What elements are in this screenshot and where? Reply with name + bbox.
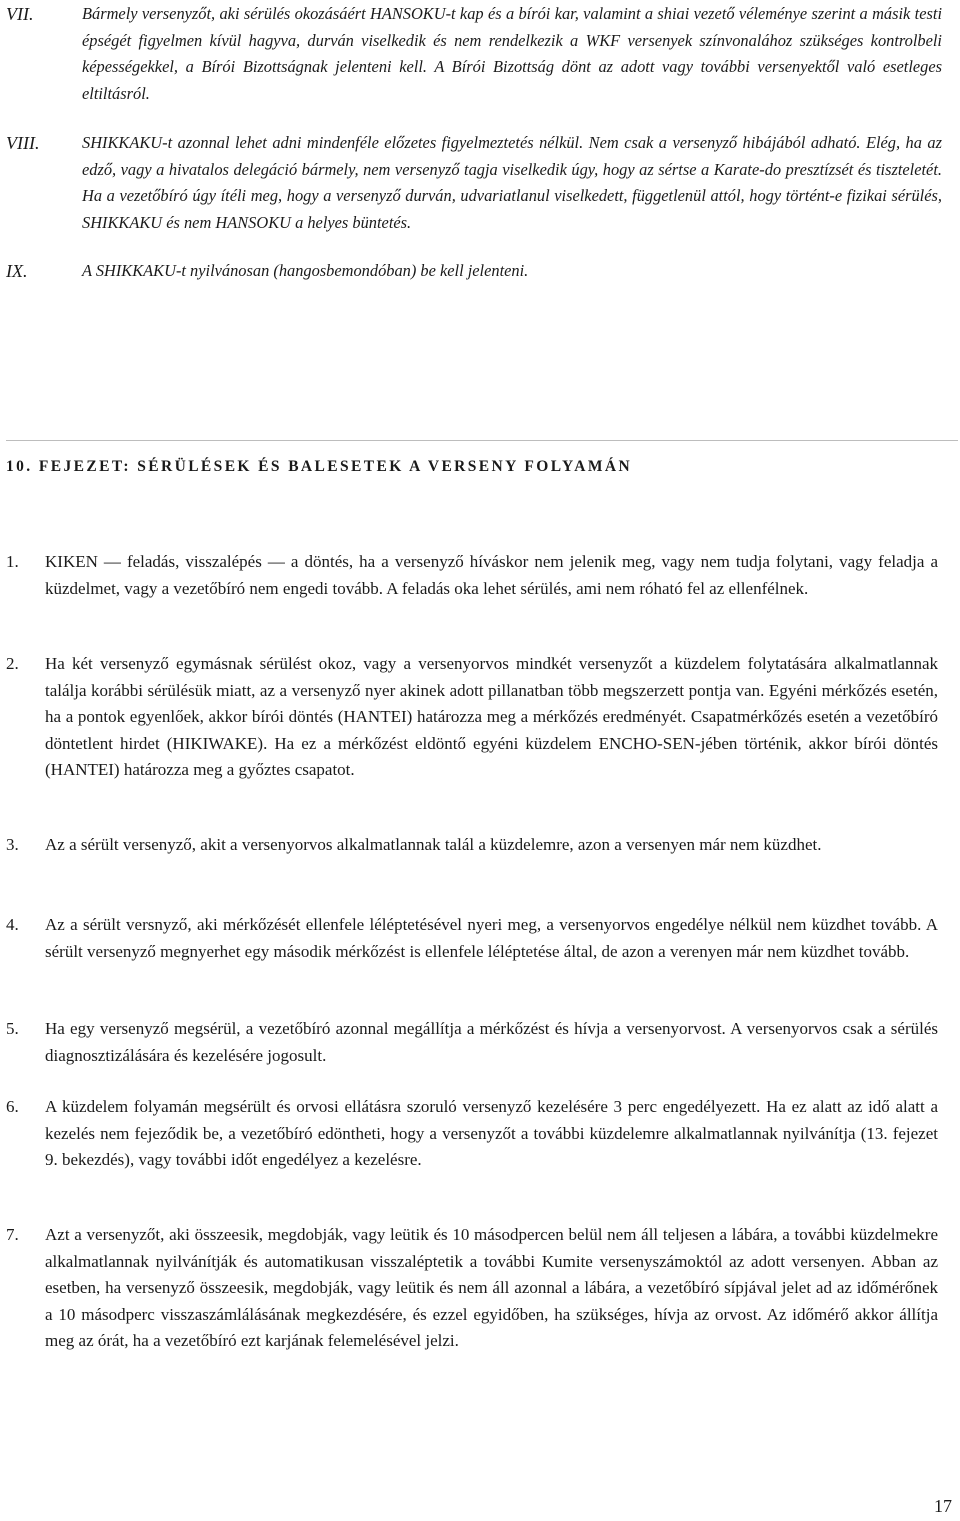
item-text: A küzdelem folyamán megsérült és orvosi ellátásra szoruló versenyző kezelésére 3 perc engedélyezett. Ha ez alatt az idő alatt a kezelés nem fejeződik be, a vezetőbíró edöntheti, hogy a versenyzőt a további küzdelemre alkalmatlannak nyilvánítja (13. fejezet 9. bekezdés), vagy további időt engedélyez a kezelésre.	[45, 1097, 938, 1169]
section-divider	[6, 440, 958, 441]
item-number: 4.	[6, 915, 19, 934]
item-number: 3.	[6, 835, 19, 854]
item-text: Ha két versenyző egymásnak sérülést okoz, vagy a versenyorvos mindkét versenyzőt a küzdelem folytatására alkalmatlannak találja korábbi sérülésük miatt, az a versenyző nyer akinek adott pillanatban több megszerzett pontja van. Egyéni mérkőzés esetén, ha a pontok egyenlőek, akkor bírói döntés (HANTEI) határozza meg a mérkőzés eredményét. Csapatmérkőzés esetén a vezetőbíró döntetlent hirdet (HIKIWAKE). Ha ez a mérkőzést eldöntő egyéni küzdelem ENCHO-SEN-jében történik, akkor bírói döntés (HANTEI) határozza meg a győztes csapatot.	[45, 654, 938, 779]
clause-text: Bármely versenyzőt, aki sérülés okozásáért HANSOKU-t kap és a bírói kar, valamint a shiai vezető véleménye szerint a másik testi épségét figyelmen kívül hagyva, durván viselkedik és nem rendelkezik a WKF versenyek színvonalához szükséges kontrolbeli képességekkel, a Bírói Bizottságnak jelenteni kell. A Bírói Bizottság dönt az adott vagy további versenyektől való esetleges eltiltásról.	[82, 4, 942, 103]
clause-text: A SHIKKAKU-t nyilvánosan (hangosbemondóban) be kell jelenteni.	[82, 261, 529, 280]
item-text: Azt a versenyzőt, aki összeesik, megdobják, vagy leütik és 10 másodpercen belül nem áll teljesen a lábára, a további küzdelmekre alkalmatlannak nyilvánítják és automatikusan visszaléptetik a további Kumite versenyszámoktól az adott versenyen. Abban az esetben, ha versenyző összeesik, megdobják, vagy leütik és nem áll azonnal a lábára, a vezetőbíró sípjával jelet ad az időmérőnek a 10 másodperc visszaszámlálásának megkezdésére, és ezzel egyidőben, ha szükséges, hívja az orvost. Az időmérő akkor állítja meg az órát, ha a vezetőbíró ezt karjának felemelésével jelzi.	[45, 1225, 938, 1350]
clause-number: IX.	[6, 261, 28, 281]
item-number: 1.	[6, 552, 19, 571]
item-text: KIKEN — feladás, visszalépés — a döntés, ha a versenyző híváskor nem jelenik meg, vagy nem tudja folytani, vagy feladja a küzdelmet, vagy a vezetőbíró nem engedi tovább. A feladás oka lehet sérülés, ami nem róható fel az ellenfélnek.	[45, 552, 938, 598]
page-number: 17	[934, 1496, 952, 1516]
clause-text: SHIKKAKU-t azonnal lehet adni mindenféle előzetes figyelmeztetés nélkül. Nem csak a versenyző hibájából adható. Elég, ha az edző, vagy a hivatalos delegáció bármely, nem versenyző tagja viselkedik úgy, hogy az sértse a Karate-do presztízsét és tiszteletét. Ha a vezetőbíró úgy ítéli meg, hogy a versenyző durván, udvariatlanul viselkedett, függetlenül attól, hogy történt-e fizikai sérülés, SHIKKAKU és nem HANSOKU a helyes büntetés.	[82, 133, 942, 232]
item-number: 6.	[6, 1097, 19, 1116]
item-number: 7.	[6, 1225, 19, 1244]
item-number: 5.	[6, 1019, 19, 1038]
clause-number: VIII.	[6, 133, 40, 153]
item-text: Az a sérült versenyző, akit a versenyorvos alkalmatlannak talál a küzdelemre, azon a versenyen már nem küzdhet.	[45, 835, 822, 854]
item-text: Ha egy versenyző megsérül, a vezetőbíró azonnal megállítja a mérkőzést és hívja a versenyorvost. A versenyorvos csak a sérülés diagnosztizálására és kezelésére jogosult.	[45, 1019, 938, 1065]
item-number: 2.	[6, 654, 19, 673]
chapter-title: 10. FEJEZET: SÉRÜLÉSEK ÉS BALESETEK A VERSENY FOLYAMÁN	[6, 458, 633, 475]
item-text: Az a sérült versnyző, aki mérkőzését ellenfele léléptetésével nyeri meg, a versenyorvos engedélye nélkül nem küzdhet tovább. A sérült versenyző megnyerhet egy második mérkőzést is ellenfele léléptetése által, de azon a verenyen már nem küzdhet tovább.	[45, 915, 938, 961]
clause-number: VII.	[6, 4, 34, 24]
